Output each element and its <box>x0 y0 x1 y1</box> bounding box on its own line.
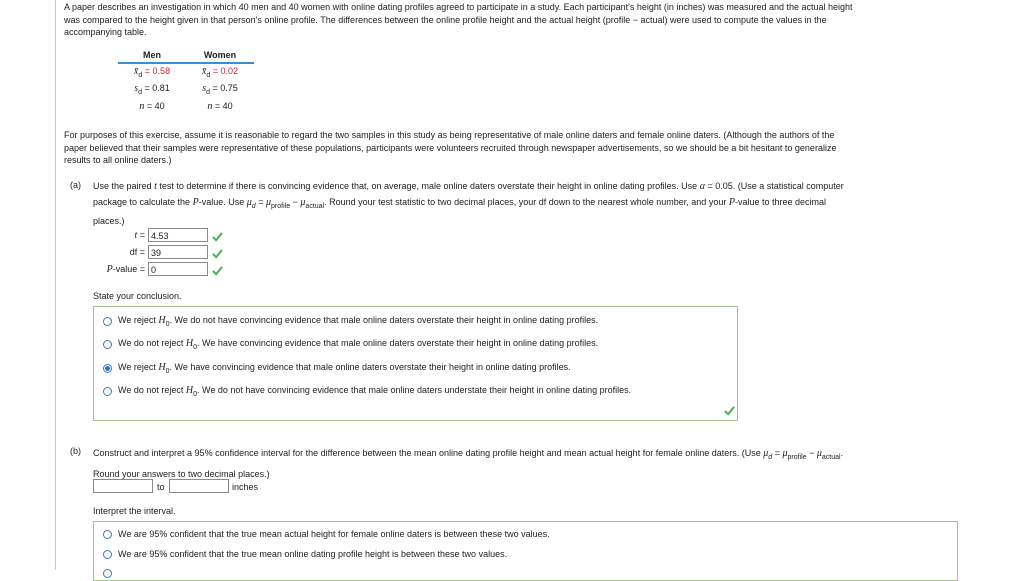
option-text: We do not reject $H_0$. We do not have convincing evidence that male online daters understate their height in online dating profiles. <box>118 385 632 398</box>
intro-line: was compared to the height given in that person's online profile. The differences between the online profile height and the actual height (profile − actual) were used to compute the values in the <box>64 14 827 25</box>
men-mean: $x̄_d = 0.58$ <box>133 66 171 79</box>
intro-line: A paper describes an investigation in which 40 men and 40 women with online dating profiles agreed to participate in a study. Each participant's height (in inches) was measured and the actual height <box>64 2 853 12</box>
t-label: t = <box>134 230 145 241</box>
p-value-input[interactable]: 0 <box>148 262 208 276</box>
radio-button[interactable] <box>103 530 112 539</box>
intro-paragraph <box>64 1 1024 39</box>
part-a-question-line: Use the paired t test to determine if there is convincing evidence that, on average, male online daters overstate their height in online dating profiles. Use α = 0.05. (Use a statistical computer <box>93 181 844 192</box>
conclusion-option[interactable] <box>103 315 598 328</box>
radio-button[interactable] <box>103 317 112 326</box>
header-women: Women <box>203 50 237 60</box>
df-input[interactable]: 39 <box>148 245 208 259</box>
header-men: Men <box>143 50 161 60</box>
stats-row-sd <box>118 81 254 98</box>
part-b-question <box>93 445 1023 482</box>
stats-table <box>118 50 254 115</box>
part-b-question-line: Construct and interpret a 95% confidence interval for the difference between the mean online dating profile height and mean actual height for female online daters. (Use $\mu_d = \mu_{profile} - \mu_{actual}$. <box>93 448 844 461</box>
check-icon <box>212 248 223 259</box>
part-b-label: (b) <box>70 446 81 456</box>
option-text: We reject $H_0$. We do not have convincing evidence that male online daters overstate their height in online dating profiles. <box>118 315 599 328</box>
check-icon <box>724 405 735 416</box>
to-label: to <box>157 482 165 492</box>
interpret-prompt: Interpret the interval. <box>93 506 176 516</box>
ci-upper-input[interactable] <box>169 479 229 493</box>
intro-line: accompanying table. <box>64 27 147 37</box>
conclusion-option[interactable] <box>103 385 631 398</box>
option-text: We are 95% confident that the true mean actual height for female online daters is between these two values. <box>118 529 550 539</box>
assumption-paragraph <box>64 129 1024 167</box>
t-input[interactable]: 4.53 <box>148 228 208 242</box>
radio-button[interactable] <box>103 550 112 559</box>
women-n: n = 40 <box>207 101 233 112</box>
interpret-option[interactable] <box>103 549 507 559</box>
left-divider <box>55 0 56 570</box>
option-text: We are 95% confident that the true mean online dating profile height is between these two values. <box>118 549 508 559</box>
option-text: We reject $H_0$. We have convincing evidence that male online daters overstate their height in online dating profiles. <box>118 362 571 375</box>
men-n: n = 40 <box>139 101 165 112</box>
assumption-line: results to all online daters.) <box>64 155 172 165</box>
conclusion-option[interactable] <box>103 338 598 351</box>
part-a-label: (a) <box>70 180 81 190</box>
conclusion-prompt: State your conclusion. <box>93 291 182 301</box>
interpret-choices <box>93 521 958 581</box>
units-label: inches <box>232 482 259 492</box>
df-label: df = <box>129 247 145 257</box>
part-b-question-line: Round your answers to two decimal places.) <box>93 469 270 479</box>
women-mean: $x̄_d = 0.02$ <box>201 66 239 79</box>
conclusion-option-selected[interactable] <box>103 362 571 375</box>
check-icon <box>212 265 223 276</box>
radio-button-selected[interactable] <box>103 364 112 373</box>
part-a-question-line: package to calculate the P-value. Use $\mu_d = \mu_{profile} - \mu_{actual}$. Round your test statistic to two decimal places, your df down to the nearest whole number, and your P-value to three decimal <box>93 196 826 210</box>
option-text: We do not reject $H_0$. We have convincing evidence that male online daters overstate their height in online dating profiles. <box>118 338 599 351</box>
radio-button[interactable] <box>103 340 112 349</box>
assumption-line: For purposes of this exercise, assume it is reasonable to regard the two samples in this study as being representative of male online daters and female online daters. (Although the authors of the <box>64 130 835 140</box>
interpret-option[interactable] <box>103 569 118 578</box>
stats-row-n <box>118 98 254 115</box>
assumption-line: paper believed that their samples were representative of these populations, participants were volunteers recruited through newspaper advertisements, so we should be a bit hesitant to generalize <box>64 142 837 153</box>
radio-button[interactable] <box>103 387 112 396</box>
stats-row-mean <box>118 64 254 81</box>
women-sd: $s_d = 0.75$ <box>202 83 238 96</box>
men-sd: $s_d = 0.81$ <box>134 83 170 96</box>
check-icon <box>212 231 223 242</box>
interpret-option[interactable] <box>103 529 550 539</box>
ci-lower-input[interactable] <box>93 479 153 493</box>
conclusion-choices <box>93 306 738 421</box>
radio-button[interactable] <box>103 569 112 578</box>
p-value-label: P-value = <box>106 264 145 275</box>
part-a-question <box>93 179 1018 230</box>
part-a-question-line: places.) <box>93 216 125 226</box>
stats-header <box>118 50 254 64</box>
